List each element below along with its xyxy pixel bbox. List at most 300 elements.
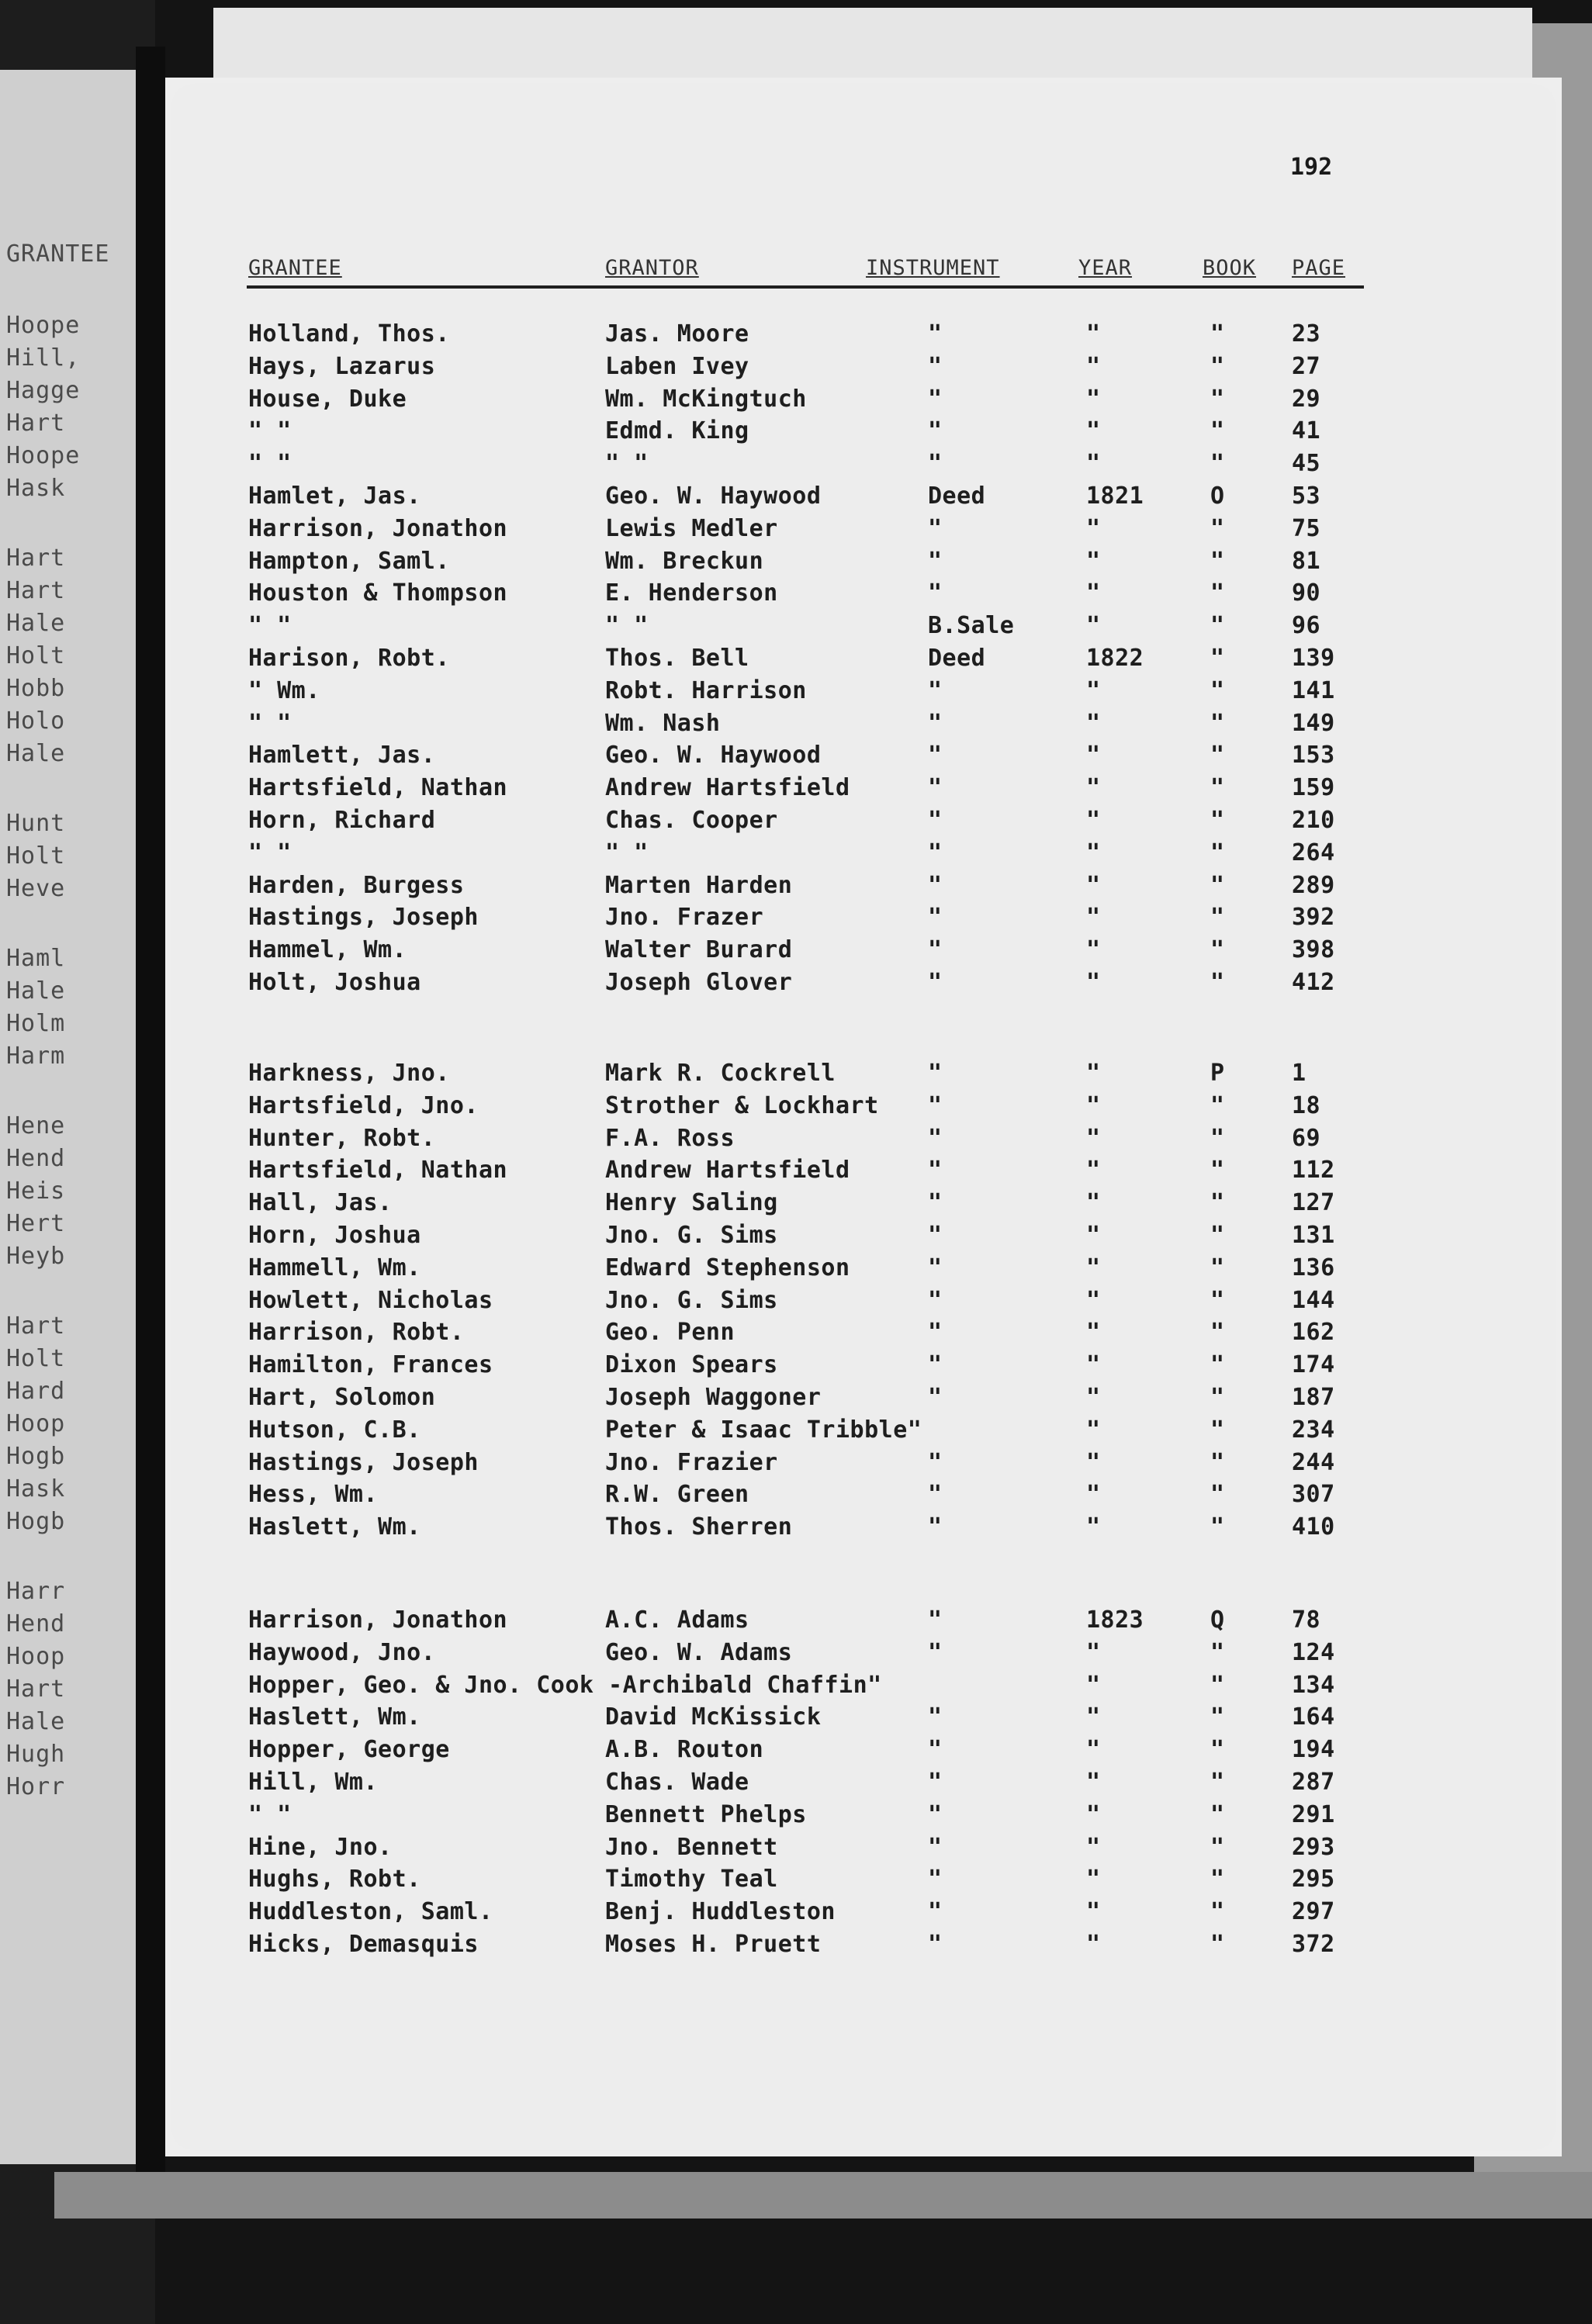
table-row xyxy=(0,837,1592,870)
row-year: " xyxy=(1086,709,1101,737)
row-grantor: Chas. Wade xyxy=(605,1769,749,1796)
row-instrument: " xyxy=(928,1222,943,1249)
row-page: 174 xyxy=(1292,1351,1335,1379)
table-row xyxy=(0,901,1592,934)
table-row xyxy=(0,1478,1592,1511)
row-grantee: Hamilton, Frances xyxy=(248,1351,493,1379)
row-page: 412 xyxy=(1292,969,1335,996)
left-page-fragment: Hask xyxy=(6,475,66,502)
row-grantee: Hammell, Wm. xyxy=(248,1254,421,1281)
left-page-fragment: Haml xyxy=(6,945,66,972)
row-grantor: Joseph Glover xyxy=(605,969,793,996)
row-year: " xyxy=(1086,839,1101,866)
row-grantee: Hunter, Robt. xyxy=(248,1124,436,1152)
table-row xyxy=(0,318,1592,351)
left-page-fragment: Hagge xyxy=(6,377,81,404)
table-row xyxy=(0,577,1592,610)
row-instrument: Deed xyxy=(928,645,986,672)
left-page-fragment: Hale xyxy=(6,740,66,767)
row-grantee: Hopper, George xyxy=(248,1736,450,1764)
row-instrument: " xyxy=(928,1898,943,1926)
row-page: 29 xyxy=(1292,385,1321,413)
row-page: 264 xyxy=(1292,839,1335,866)
row-instrument: " xyxy=(928,1286,943,1314)
row-grantee: Haywood, Jno. xyxy=(248,1638,436,1666)
row-grantor: Edward Stephenson xyxy=(605,1254,850,1281)
row-page: 27 xyxy=(1292,352,1321,380)
row-grantee: Horn, Joshua xyxy=(248,1222,421,1249)
left-page-fragment: Holt xyxy=(6,642,66,669)
row-grantor: " " xyxy=(605,612,649,640)
row-instrument: " xyxy=(928,1319,943,1347)
row-year: " xyxy=(1086,807,1101,834)
left-page-fragment: Hugh xyxy=(6,1741,66,1768)
left-page-fragment: Hart xyxy=(6,410,66,437)
table-row xyxy=(0,383,1592,416)
row-grantee: Hine, Jno. xyxy=(248,1833,393,1861)
row-instrument: " xyxy=(928,547,943,575)
row-grantor: F.A. Ross xyxy=(605,1124,735,1152)
row-grantee: Hartsfield, Jno. xyxy=(248,1091,479,1119)
row-grantee: " Wm. xyxy=(248,676,320,704)
row-book: " xyxy=(1210,839,1225,866)
table-row xyxy=(0,804,1592,837)
row-year: " xyxy=(1086,1800,1101,1828)
row-year: " xyxy=(1086,1833,1101,1861)
row-grantee: Houston & Thompson xyxy=(248,579,508,607)
row-year: " xyxy=(1086,1319,1101,1347)
row-grantee: Harrison, Jonathon xyxy=(248,514,508,542)
row-grantor: Dixon Spears xyxy=(605,1351,778,1379)
row-page: 194 xyxy=(1292,1736,1335,1764)
left-page-fragment: Hene xyxy=(6,1112,66,1140)
row-grantee: Horn, Richard xyxy=(248,807,436,834)
row-grantor: Walter Burard xyxy=(605,936,793,964)
table-row xyxy=(0,642,1592,675)
row-instrument: " xyxy=(928,1448,943,1476)
row-year: " xyxy=(1086,742,1101,769)
left-page-fragment: Hask xyxy=(6,1475,66,1503)
row-grantor: Jno. Bennett xyxy=(605,1833,778,1861)
row-grantee: Howlett, Nicholas xyxy=(248,1286,493,1314)
table-row xyxy=(0,1604,1592,1637)
row-book: " xyxy=(1210,1481,1225,1509)
row-page: 131 xyxy=(1292,1222,1335,1249)
row-year: " xyxy=(1086,1931,1101,1958)
row-instrument: " xyxy=(928,1736,943,1764)
row-page: 53 xyxy=(1292,482,1321,510)
row-book: Q xyxy=(1210,1606,1225,1634)
table-row xyxy=(0,1734,1592,1766)
left-page-fragment: Hoope xyxy=(6,442,81,469)
row-book: O xyxy=(1210,482,1225,510)
left-page-fragment: Hend xyxy=(6,1145,66,1172)
row-book: " xyxy=(1210,1833,1225,1861)
row-page: 162 xyxy=(1292,1319,1335,1347)
table-row xyxy=(0,1122,1592,1155)
row-book: " xyxy=(1210,1222,1225,1249)
row-book: " xyxy=(1210,1189,1225,1217)
row-grantee: " " xyxy=(248,1800,292,1828)
table-row xyxy=(0,1447,1592,1479)
row-book: " xyxy=(1210,1091,1225,1119)
row-grantor: Benj. Huddleston xyxy=(605,1898,836,1926)
table-row xyxy=(0,1511,1592,1544)
row-year: " xyxy=(1086,1124,1101,1152)
row-page: 141 xyxy=(1292,676,1335,704)
left-page-fragment: Harr xyxy=(6,1578,66,1605)
row-grantor: Thos. Bell xyxy=(605,645,749,672)
row-instrument: " xyxy=(928,904,943,932)
row-book: " xyxy=(1210,1513,1225,1541)
row-instrument: " xyxy=(928,936,943,964)
row-page: 244 xyxy=(1292,1448,1335,1476)
row-page: 164 xyxy=(1292,1703,1335,1731)
row-book: " xyxy=(1210,1124,1225,1152)
row-grantee: Harrison, Jonathon xyxy=(248,1606,508,1634)
row-book: " xyxy=(1210,1800,1225,1828)
table-row xyxy=(0,1349,1592,1382)
row-page: 124 xyxy=(1292,1638,1335,1666)
top-page-edge xyxy=(213,8,1532,85)
table-row xyxy=(0,1928,1592,1961)
row-year: " xyxy=(1086,1384,1101,1411)
table-row xyxy=(0,1382,1592,1414)
table-row xyxy=(0,707,1592,740)
left-page-fragment: Hoop xyxy=(6,1643,66,1670)
row-grantee: Haslett, Wm. xyxy=(248,1513,421,1541)
row-book: " xyxy=(1210,1448,1225,1476)
row-grantor: Wm. McKingtuch xyxy=(605,385,807,413)
row-book: " xyxy=(1210,1898,1225,1926)
row-page: 78 xyxy=(1292,1606,1321,1634)
row-page: 112 xyxy=(1292,1157,1335,1184)
row-year: " xyxy=(1086,676,1101,704)
row-grantor: R.W. Green xyxy=(605,1481,749,1509)
row-instrument: " xyxy=(928,871,943,899)
left-page-fragment: Horr xyxy=(6,1773,66,1800)
row-book: " xyxy=(1210,417,1225,445)
header-grantor: GRANTOR xyxy=(605,256,699,280)
row-page: 398 xyxy=(1292,936,1335,964)
row-instrument: " xyxy=(928,1866,943,1893)
table-row xyxy=(0,1701,1592,1734)
row-instrument: " xyxy=(928,969,943,996)
row-grantee: Haslett, Wm. xyxy=(248,1703,421,1731)
row-grantee: Hartsfield, Nathan xyxy=(248,1157,508,1184)
row-instrument: " xyxy=(928,1638,943,1666)
table-row xyxy=(0,1414,1592,1447)
row-page: 134 xyxy=(1292,1671,1335,1699)
row-year: " xyxy=(1086,904,1101,932)
row-grantee: Hamlett, Jas. xyxy=(248,742,436,769)
row-grantor: Jas. Moore xyxy=(605,320,749,348)
row-page: 293 xyxy=(1292,1833,1335,1861)
row-book: " xyxy=(1210,579,1225,607)
row-book: " xyxy=(1210,774,1225,802)
row-grantee: " " xyxy=(248,417,292,445)
row-year: " xyxy=(1086,320,1101,348)
row-grantee: " " xyxy=(248,839,292,866)
left-page-fragment: Heis xyxy=(6,1178,66,1205)
row-book: " xyxy=(1210,676,1225,704)
row-page: 136 xyxy=(1292,1254,1335,1281)
table-row xyxy=(0,1252,1592,1285)
row-year: " xyxy=(1086,612,1101,640)
row-book: " xyxy=(1210,1351,1225,1379)
row-grantor: Strother & Lockhart xyxy=(605,1091,879,1119)
table-row xyxy=(0,1090,1592,1122)
row-year: 1821 xyxy=(1086,482,1144,510)
row-year: " xyxy=(1086,385,1101,413)
row-book: " xyxy=(1210,807,1225,834)
left-page-fragment: Hunt xyxy=(6,810,66,837)
row-grantor: Robt. Harrison xyxy=(605,676,807,704)
table-row xyxy=(0,1637,1592,1669)
row-grantor: Jno. G. Sims xyxy=(605,1286,778,1314)
row-grantee: Hays, Lazarus xyxy=(248,352,436,380)
row-instrument: " xyxy=(928,1189,943,1217)
table-row xyxy=(0,415,1592,448)
row-grantee: Hastings, Joseph xyxy=(248,904,479,932)
row-grantee: Huddleston, Saml. xyxy=(248,1898,493,1926)
row-grantee: Hammel, Wm. xyxy=(248,936,407,964)
row-instrument: " xyxy=(928,1351,943,1379)
row-page: 139 xyxy=(1292,645,1335,672)
row-grantor: Moses H. Pruett xyxy=(605,1931,822,1958)
row-year: " xyxy=(1086,1254,1101,1281)
row-book: " xyxy=(1210,385,1225,413)
row-instrument: " xyxy=(928,1481,943,1509)
table-row xyxy=(0,1219,1592,1252)
row-instrument: " xyxy=(928,807,943,834)
row-instrument: Deed xyxy=(928,482,986,510)
header-book: BOOK xyxy=(1203,256,1257,280)
row-page: 297 xyxy=(1292,1898,1335,1926)
table-row xyxy=(0,448,1592,480)
table-row xyxy=(0,1766,1592,1799)
table-row xyxy=(0,1057,1592,1090)
bottom-page-edge xyxy=(54,2172,1592,2219)
row-year: " xyxy=(1086,1222,1101,1249)
row-grantee: Hill, Wm. xyxy=(248,1769,379,1796)
row-year: " xyxy=(1086,774,1101,802)
row-year: " xyxy=(1086,1769,1101,1796)
row-grantor: Jno. Frazier xyxy=(605,1448,778,1476)
row-year: " xyxy=(1086,1091,1101,1119)
row-book: " xyxy=(1210,450,1225,478)
table-row xyxy=(0,967,1592,999)
row-instrument: " xyxy=(928,1769,943,1796)
left-page-fragment: Hale xyxy=(6,977,66,1005)
row-year: 1823 xyxy=(1086,1606,1144,1634)
row-grantee: " " xyxy=(248,450,292,478)
row-grantee: Hall, Jas. xyxy=(248,1189,393,1217)
row-instrument: " xyxy=(928,1124,943,1152)
header-grantee: GRANTEE xyxy=(248,256,342,280)
left-page-fragment: Hogb xyxy=(6,1443,66,1470)
row-year: " xyxy=(1086,1736,1101,1764)
table-row xyxy=(0,480,1592,513)
row-grantee: Harison, Robt. xyxy=(248,645,450,672)
row-page: 149 xyxy=(1292,709,1335,737)
row-year: " xyxy=(1086,1351,1101,1379)
row-grantor: Marten Harden xyxy=(605,871,793,899)
row-grantor: Jno. Frazer xyxy=(605,904,764,932)
row-page: 96 xyxy=(1292,612,1321,640)
row-page: 75 xyxy=(1292,514,1321,542)
row-grantor: Jno. G. Sims xyxy=(605,1222,778,1249)
row-grantor: " " xyxy=(605,450,649,478)
row-instrument: " xyxy=(928,742,943,769)
table-header xyxy=(247,253,1364,289)
row-year: " xyxy=(1086,417,1101,445)
left-page-fragment: Hert xyxy=(6,1210,66,1237)
row-instrument: " xyxy=(928,385,943,413)
row-grantor: Joseph Waggoner xyxy=(605,1384,822,1411)
left-page-fragment: Holo xyxy=(6,707,66,735)
row-instrument: " xyxy=(928,1157,943,1184)
row-book: " xyxy=(1210,904,1225,932)
table-row xyxy=(0,1799,1592,1831)
row-year: " xyxy=(1086,1286,1101,1314)
row-page: 372 xyxy=(1292,1931,1335,1958)
row-book: " xyxy=(1210,742,1225,769)
row-grantee: " " xyxy=(248,709,292,737)
row-instrument: " xyxy=(928,417,943,445)
left-page-fragment: Hart xyxy=(6,1676,66,1703)
row-grantor: Lewis Medler xyxy=(605,514,778,542)
row-grantor: A.C. Adams xyxy=(605,1606,749,1634)
left-page-fragment: Holt xyxy=(6,1345,66,1372)
row-page: 234 xyxy=(1292,1416,1335,1444)
left-page-fragment: Hobb xyxy=(6,675,66,702)
row-page: 295 xyxy=(1292,1866,1335,1893)
row-grantor: Laben Ivey xyxy=(605,352,749,380)
row-page: 69 xyxy=(1292,1124,1321,1152)
row-year: " xyxy=(1086,547,1101,575)
row-year: " xyxy=(1086,1671,1101,1699)
table-row xyxy=(0,1896,1592,1928)
row-instrument: " xyxy=(928,1931,943,1958)
row-year: " xyxy=(1086,1866,1101,1893)
row-page: 41 xyxy=(1292,417,1321,445)
left-page-fragment: Heve xyxy=(6,875,66,902)
row-book: " xyxy=(1210,1769,1225,1796)
row-book: " xyxy=(1210,320,1225,348)
row-instrument: " xyxy=(928,1833,943,1861)
row-grantor: Timothy Teal xyxy=(605,1866,778,1893)
row-year: 1822 xyxy=(1086,645,1144,672)
row-year: " xyxy=(1086,514,1101,542)
row-page: 1 xyxy=(1292,1060,1306,1087)
table-row xyxy=(0,1669,1592,1702)
row-grantor: Thos. Sherren xyxy=(605,1513,793,1541)
row-instrument: " xyxy=(928,1800,943,1828)
row-book: " xyxy=(1210,709,1225,737)
row-grantee: Harkness, Jno. xyxy=(248,1060,450,1087)
row-year: " xyxy=(1086,1898,1101,1926)
row-grantor: Wm. Nash xyxy=(605,709,721,737)
row-grantor: Geo. W. Haywood xyxy=(605,482,822,510)
row-page: 291 xyxy=(1292,1800,1335,1828)
row-book: " xyxy=(1210,1671,1225,1699)
header-page: PAGE xyxy=(1292,256,1346,280)
row-grantee: Hughs, Robt. xyxy=(248,1866,421,1893)
row-book: " xyxy=(1210,1736,1225,1764)
row-year: " xyxy=(1086,969,1101,996)
table-row xyxy=(0,1154,1592,1187)
table-row xyxy=(0,870,1592,902)
row-grantee: Hart, Solomon xyxy=(248,1384,436,1411)
row-book: " xyxy=(1210,1384,1225,1411)
row-instrument: " xyxy=(928,320,943,348)
row-book: " xyxy=(1210,969,1225,996)
row-grantee: House, Duke xyxy=(248,385,407,413)
row-grantor: Mark R. Cockrell xyxy=(605,1060,836,1087)
row-page: 289 xyxy=(1292,871,1335,899)
row-instrument: " xyxy=(928,1703,943,1731)
left-page-fragment: Hale xyxy=(6,610,66,637)
row-grantee: Hastings, Joseph xyxy=(248,1448,479,1476)
table-row xyxy=(0,1285,1592,1317)
row-page: 90 xyxy=(1292,579,1321,607)
table-row xyxy=(0,1831,1592,1864)
row-book: " xyxy=(1210,352,1225,380)
row-grantor: Chas. Cooper xyxy=(605,807,778,834)
left-page-fragment: Hard xyxy=(6,1378,66,1405)
row-year: " xyxy=(1086,1703,1101,1731)
row-instrument: " xyxy=(928,676,943,704)
row-book: " xyxy=(1210,1286,1225,1314)
left-page-fragment: Holt xyxy=(6,842,66,870)
row-page: 287 xyxy=(1292,1769,1335,1796)
row-book: " xyxy=(1210,1319,1225,1347)
row-book: " xyxy=(1210,936,1225,964)
row-instrument: " xyxy=(928,1384,943,1411)
row-grantor: A.B. Routon xyxy=(605,1736,764,1764)
left-page-fragment: GRANTEE xyxy=(6,240,110,268)
row-instrument: B.Sale xyxy=(928,612,1015,640)
row-year: " xyxy=(1086,1157,1101,1184)
left-page-fragment: Heyb xyxy=(6,1243,66,1270)
left-page-fragment: Hoop xyxy=(6,1410,66,1437)
table-row xyxy=(0,513,1592,545)
row-page: 159 xyxy=(1292,774,1335,802)
row-grantor: " " xyxy=(605,839,649,866)
left-page-fragment: Harm xyxy=(6,1043,66,1070)
left-page-fragment: Hend xyxy=(6,1610,66,1638)
row-grantee: Hicks, Demasquis xyxy=(248,1931,479,1958)
row-grantor: Andrew Hartsfield xyxy=(605,774,850,802)
row-year: " xyxy=(1086,1638,1101,1666)
table-row xyxy=(0,1187,1592,1219)
row-page: 210 xyxy=(1292,807,1335,834)
row-year: " xyxy=(1086,1060,1101,1087)
row-grantor: Geo. W. Adams xyxy=(605,1638,793,1666)
row-book: " xyxy=(1210,1157,1225,1184)
row-page: 127 xyxy=(1292,1189,1335,1217)
row-book: " xyxy=(1210,645,1225,672)
row-grantor: E. Henderson xyxy=(605,579,778,607)
left-page-fragment: Hogb xyxy=(6,1508,66,1535)
left-page-fragment: Hill, xyxy=(6,344,81,372)
table-row xyxy=(0,675,1592,707)
row-grantee: Hartsfield, Nathan xyxy=(248,774,508,802)
row-year: " xyxy=(1086,352,1101,380)
row-year: " xyxy=(1086,871,1101,899)
row-page: 18 xyxy=(1292,1091,1321,1119)
